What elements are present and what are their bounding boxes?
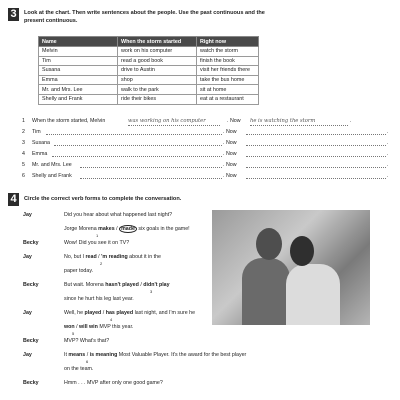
line-text [64,226,190,233]
cell-storm-started: ride their bikes [118,94,197,104]
choice-option-a[interactable]: read [85,254,97,260]
item-number: 4 [110,317,113,322]
choice-option-b[interactable]: has played [105,310,134,316]
choice-option-b[interactable]: is meaning [89,352,118,358]
choice-separator: / [101,310,106,316]
cell-name: Susana [39,66,118,76]
line-text [64,254,161,261]
speaker-name: Jay [23,254,32,260]
choice-option-b-circled[interactable]: made [121,226,135,232]
sentence-number: 2 [22,129,25,135]
speaker-name: Jay [23,212,32,218]
cell-storm-started: read a good book [118,56,197,66]
sentence-prefix: Susana [32,140,50,146]
cell-storm-started: walk to the park [118,85,197,95]
cell-storm-started: shop [118,75,197,85]
exercise-number-3: 3 [8,8,19,21]
sentence-end: . [387,129,389,135]
item-number: 2 [100,261,103,266]
item-number: 5 [72,331,75,336]
text-part: MVP this year. [97,324,134,330]
item-number: 3 [150,289,153,294]
sentence-line [22,172,392,181]
person-head [256,228,282,260]
instruction-line-2: present continuous. [24,17,78,24]
text-part: about it in the [127,254,161,260]
sentence-number: 5 [22,162,25,168]
line-text [64,282,170,289]
cell-right-now: finish the book [197,56,259,66]
instruction-line-1: Look at the chart. Then write sentences about the people. Use the past continuous and the [24,10,265,16]
line-text: Hmm . . . MVP after only one good game? [64,380,163,386]
choice-option-a[interactable]: won [64,324,75,330]
answer-blank-now[interactable] [246,172,389,179]
table-row [39,66,259,76]
sentence-line [22,128,392,137]
sentence-end: . [387,151,389,157]
line-text [64,352,246,359]
answer-blank-storm[interactable] [80,161,222,168]
person-head [290,236,314,266]
sentence-end: . [387,173,389,179]
cell-right-now: take the bus home [197,75,259,85]
answer-blank-now[interactable] [246,139,389,146]
answer-blank-storm[interactable] [46,128,222,135]
choice-option-b[interactable]: will win [79,324,98,330]
now-label: . Now [223,173,237,179]
choice-option-a[interactable]: makes [98,226,115,232]
speaker-name: Jay [23,352,32,358]
answer-blank-now[interactable] [246,128,389,135]
sentence-end: . [387,140,389,146]
line-text: Wow! Did you see it on TV? [64,240,130,246]
sentence-end: . [387,162,389,168]
text-part: It [64,352,69,358]
choice-separator: / [114,226,120,232]
text-part: No, but I [64,254,86,260]
cell-right-now: eat at a restaurant [197,94,259,104]
cell-storm-started: drive to Austin [118,66,197,76]
sentence-number: 6 [22,173,25,179]
sentence-prefix: Emma [32,151,48,157]
cell-name: Shelly and Frank [39,94,118,104]
choice-separator: / [138,282,144,288]
choice-option-a[interactable]: hasn't played [105,282,139,288]
exercise-3-instruction [24,10,384,25]
exercise-number-4: 4 [8,193,19,206]
person-shape [286,264,340,325]
choice-option-a[interactable]: means [68,352,86,358]
item-number: 1 [96,233,99,238]
couple-photo [212,210,370,325]
line-text [64,324,133,331]
column-header-storm-started: When the storm started [118,37,197,47]
choice-option-a[interactable]: played [84,310,102,316]
speaker-name: Becky [23,338,39,344]
line-text: since he hurt his leg last year. [64,296,134,302]
text-part: Jorge Morena [64,226,99,232]
line-text: Did you hear about what happened last night? [64,212,173,218]
answer-blank-storm[interactable] [52,150,222,157]
person-shape [242,258,290,325]
speaker-name: Becky [23,380,39,386]
speaker-name: Jay [23,310,32,316]
answer-blank-storm[interactable] [80,172,222,179]
table-header-row [39,37,259,47]
answer-blank-storm[interactable] [54,139,222,146]
line-text: on the team. [64,366,94,372]
answer-blank-storm[interactable]: was working on his computer [128,117,220,126]
line-text [64,310,195,317]
now-label: . Now [223,151,237,157]
sentence-prefix: Shelly and Frank [32,173,72,179]
cell-storm-started: work on his computer [118,47,197,57]
table-row [39,47,259,57]
cell-right-now: watch the storm [197,47,259,57]
speaker-name: Becky [23,240,39,246]
now-label: . Now [227,118,241,124]
speaker-name: Becky [23,282,39,288]
table-row [39,75,259,85]
now-label: . Now [223,162,237,168]
choice-option-b[interactable]: didn't play [143,282,170,288]
sentence-number: 4 [22,151,25,157]
sentence-line [22,161,392,170]
sentence-prefix: Tim [32,129,41,135]
sentence-prefix: Mr. and Mrs. Lee [32,162,72,168]
sentence-prefix: When the storm started, Melvin [32,118,106,124]
column-header-right-now: Right now [197,37,259,47]
sentence-end: . [350,118,352,124]
cell-right-now: visit her friends there [197,66,259,76]
sentence-number: 1 [22,118,25,124]
text-part: But wait. Morena [64,282,106,288]
cell-name: Melvin [39,47,118,57]
exercise-4-instruction: Circle the correct verb forms to complete the conversation. [24,196,182,202]
item-number: 6 [86,359,89,364]
choice-separator: / [96,254,102,260]
column-header-name: Name [39,37,118,47]
line-text: paper today. [64,268,94,274]
now-label: . Now [223,140,237,146]
text-part: six goals in the game! [136,226,190,232]
cell-right-now: sit at home [197,85,259,95]
choice-option-b[interactable]: 'm reading [101,254,128,260]
sentence-line [22,117,392,126]
answer-blank-now[interactable] [246,150,389,157]
choice-separator: / [85,352,90,358]
table-row [39,56,259,66]
cell-name: Tim [39,56,118,66]
choice-separator: / [74,324,80,330]
storm-chart-table [38,36,259,105]
sentence-line [22,150,392,159]
cell-name: Mr. and Mrs. Lee [39,85,118,95]
table-row [39,85,259,95]
text-part: last night, and I'm sure he [133,310,196,316]
now-label: . Now [223,129,237,135]
answer-blank-now[interactable]: he is watching the storm [250,117,348,126]
sentence-number: 3 [22,140,25,146]
text-part: Well, he [64,310,85,316]
table-row [39,94,259,104]
text-part: Most Valuable Player. It's the award for the best player [117,352,247,358]
sentence-line [22,139,392,148]
line-text: MVP? What's that? [64,338,110,344]
cell-name: Emma [39,75,118,85]
answer-blank-now[interactable] [246,161,389,168]
